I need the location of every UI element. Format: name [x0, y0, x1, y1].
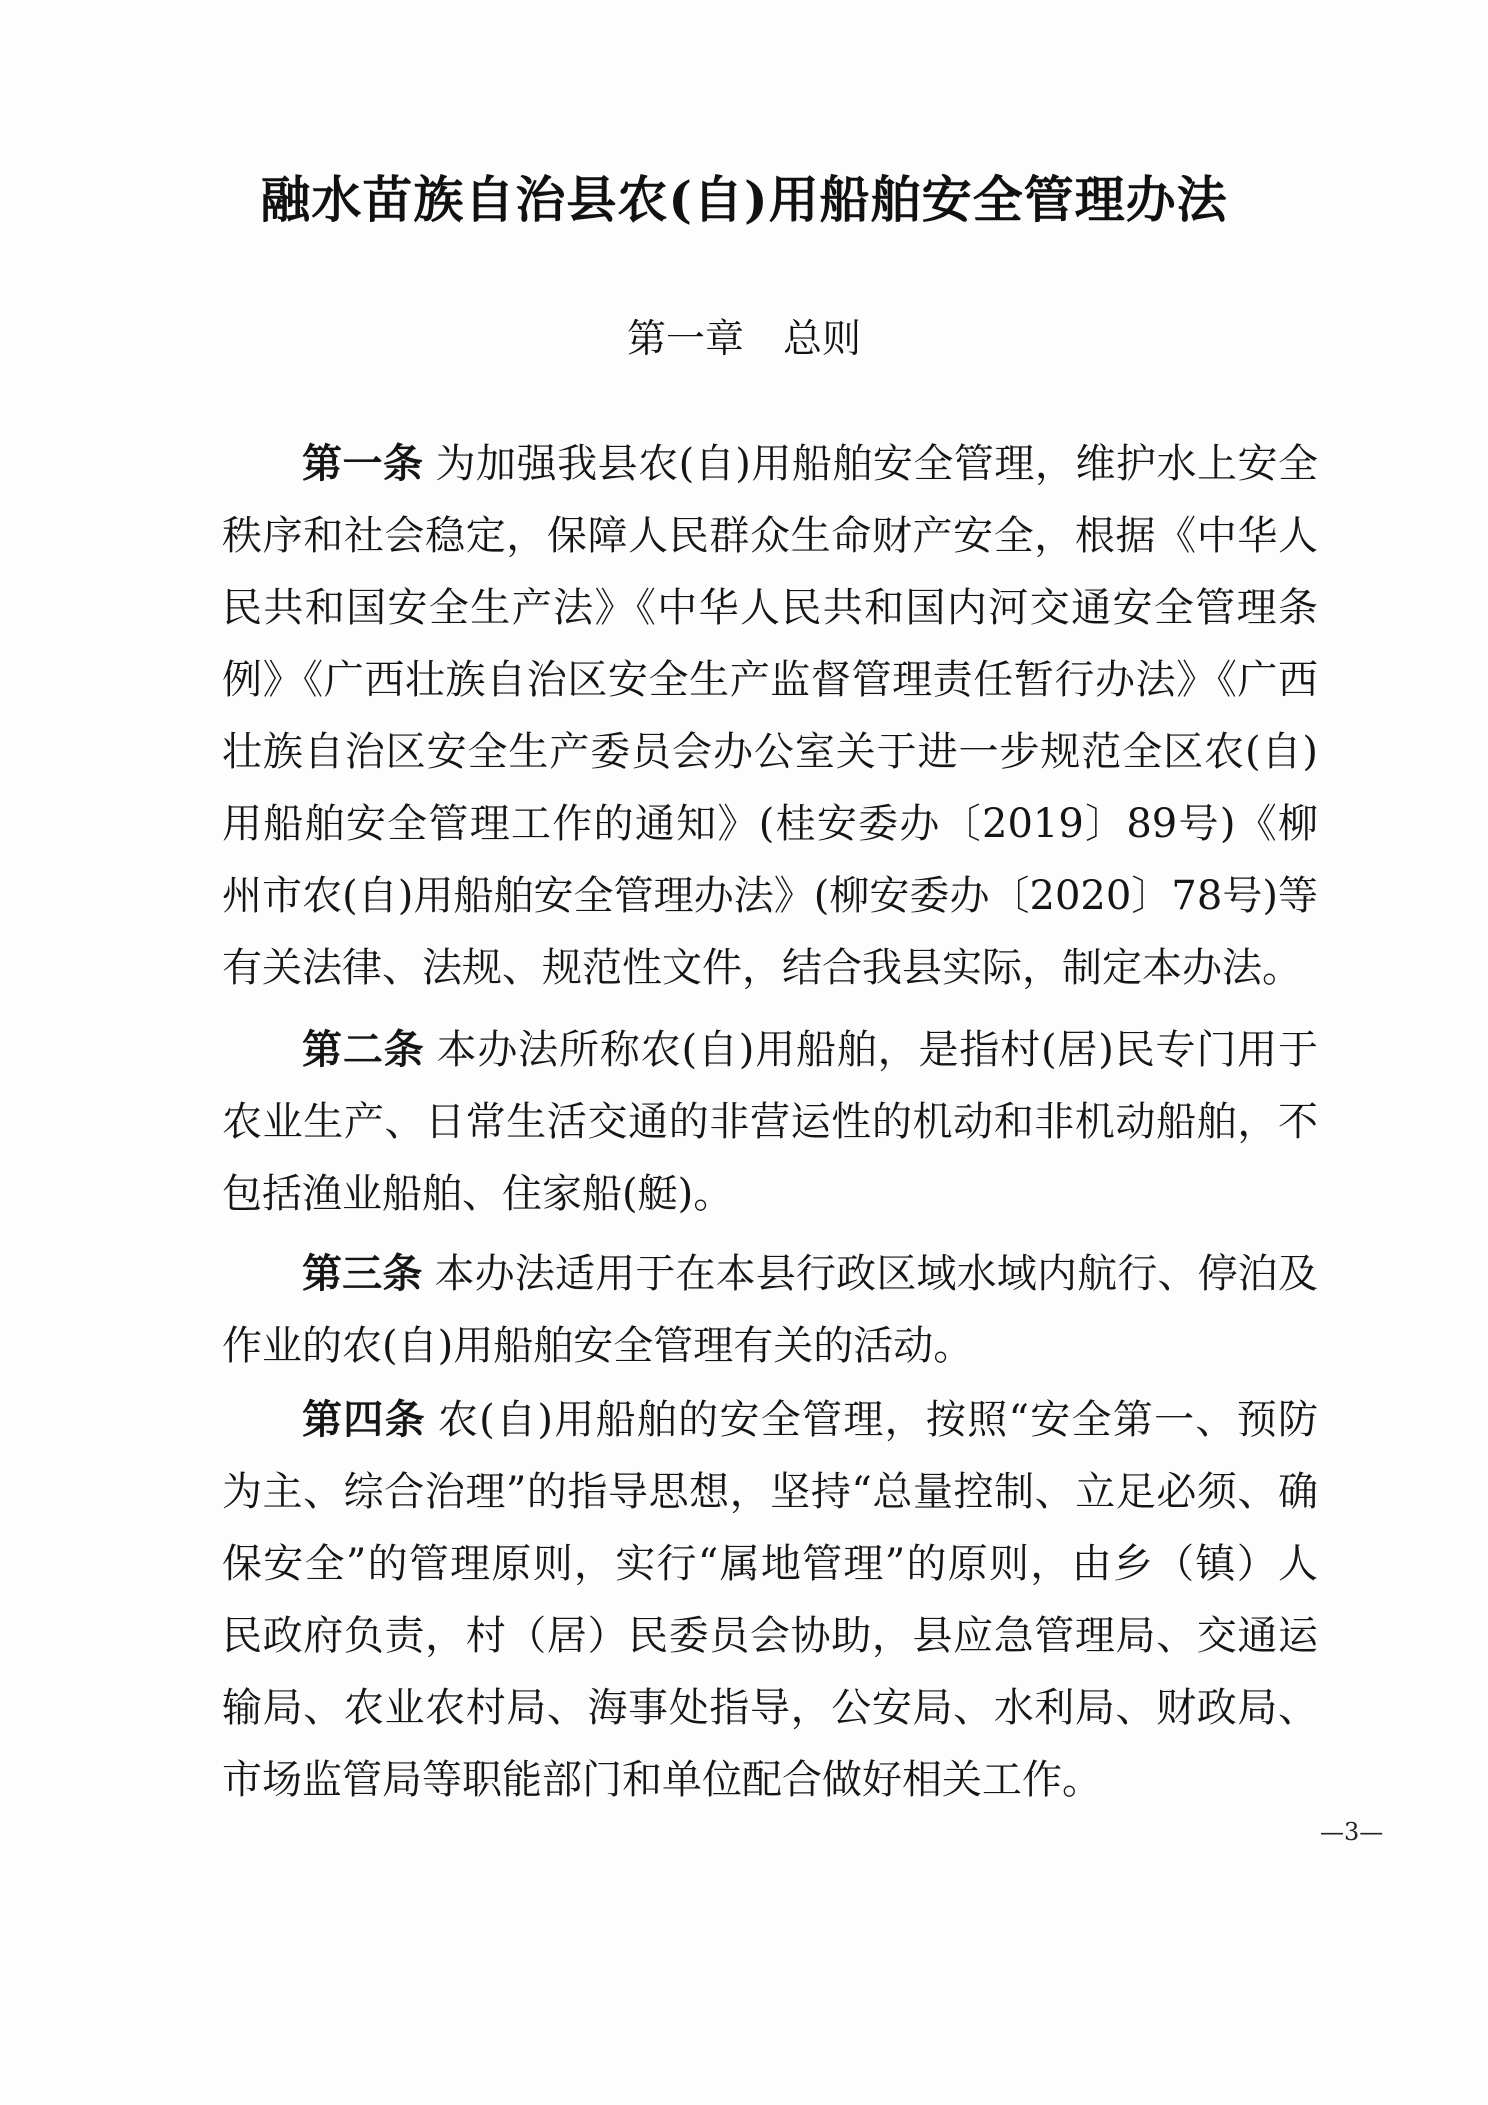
article [222, 428, 1318, 1004]
article-text: 为加强我县农(自)用船舶安全管理，维护水上安全秩序和社会稳定，保障人民群众生命财产安全，根据《中华人民共和国安全生产法》《中华人民共和国内河交通安全管理条例》《广西壮族自治区安全生产监督管理责任暂行办法》《广西壮族自治区安全生产委员会办公室关于进一步规范全区农(自)用船舶安全管理工作的通知》(桂安委办〔2019〕89号)《柳州市农(自)用船舶安全管理办法》(柳安委办〔2020〕78号)等有关法律、法规、规范性文件，结合我县实际，制定本办法。 [222, 441, 1319, 991]
article [222, 1384, 1318, 1816]
chapter-heading: 第一章 总则 [626, 317, 861, 362]
article-text: 农(自)用船舶的安全管理，按照“安全第一、预防为主、综合治理”的指导思想，坚持“总量控制、立足必须、确保安全”的管理原则，实行“属地管理”的原则，由乡（镇）人民政府负责，村（居）民委员会协助，县应急管理局、交通运输局、农业农村局、海事处指导，公安局、水利局、财政局、市场监管局等职能部门和单位配合做好相关工作。 [222, 1397, 1318, 1803]
article-label: 第三条 [302, 1251, 423, 1297]
page-number: —3— [1320, 1818, 1384, 1846]
article-label: 第二条 [302, 1027, 425, 1073]
article-list [222, 428, 1318, 1004]
article-label: 第一条 [302, 441, 424, 487]
article [222, 1238, 1318, 1382]
article-text: 本办法所称农(自)用船舶，是指村(居)民专门用于农业生产、日常生活交通的非营运性的机动和非机动船舶，不包括渔业船舶、住家船(艇)。 [222, 1027, 1319, 1217]
article-list [222, 1238, 1318, 1382]
article-list [222, 1384, 1318, 1816]
article-text: 本办法适用于在本县行政区域水域内航行、停泊及作业的农(自)用船舶安全管理有关的活动。 [222, 1251, 1318, 1369]
article [222, 1014, 1318, 1230]
article-label: 第四条 [302, 1397, 426, 1443]
document-title: 融水苗族自治县农(自)用船舶安全管理办法 [260, 170, 1228, 229]
article-list [222, 1014, 1318, 1230]
